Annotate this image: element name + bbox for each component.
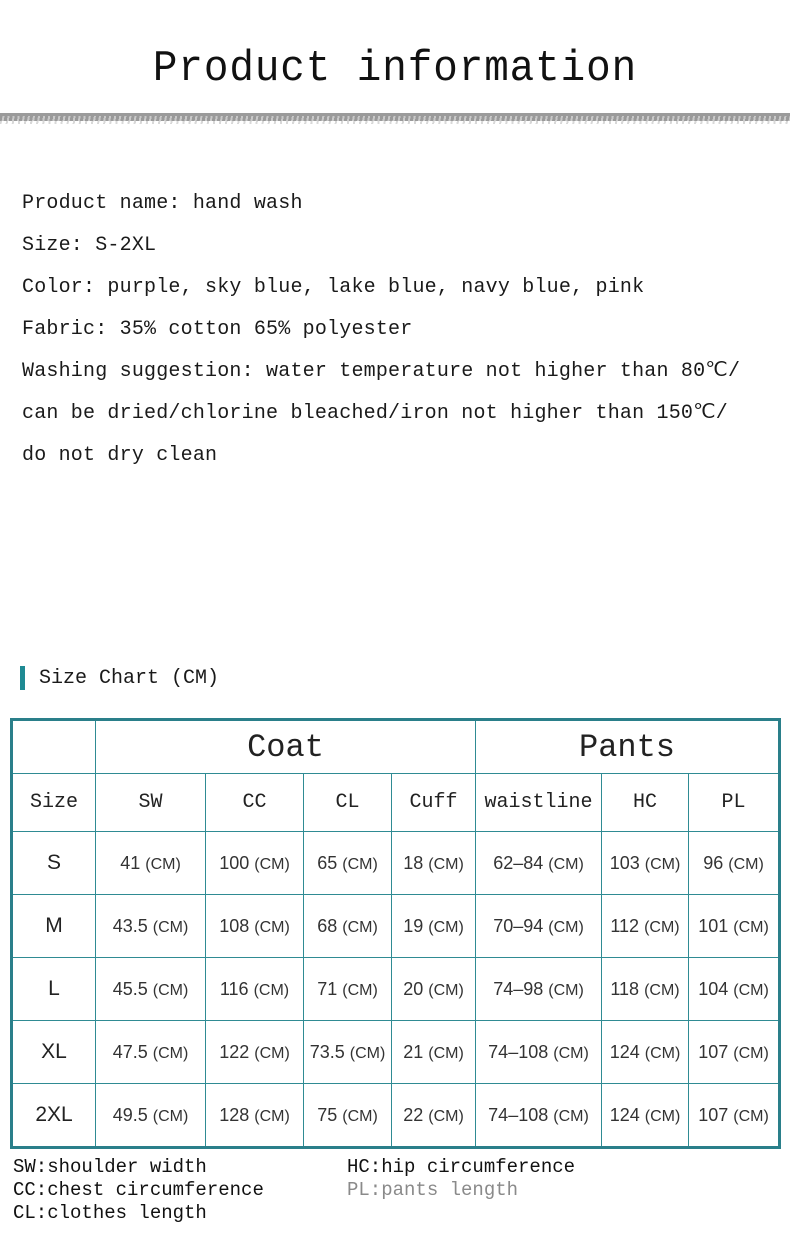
measurement-value: 100 [219,852,250,873]
measurement-value: 20 [403,978,424,999]
measurement-cell [392,832,476,895]
measurement-cell [304,832,392,895]
measurement-cell [96,832,206,895]
unit-label: (CM) [152,1107,189,1125]
table-row [12,1021,780,1084]
measurement-value: 124 [609,1104,640,1125]
accent-bar-icon [20,666,25,690]
measurement-value: 108 [219,915,250,936]
size-chart-label: Size Chart (CM) [39,666,220,690]
measurement-value: 103 [609,852,640,873]
measurement-value: 62–84 [493,852,544,873]
measurement-value: 49.5 [112,1104,148,1125]
measurement-cell [206,832,304,895]
measurement-cell [206,1021,304,1084]
unit-label: (CM) [342,855,378,873]
column-header-cuff: Cuff [392,774,476,832]
measurement-value: 21 [403,1041,424,1062]
measurement-value: 47.5 [112,1041,148,1062]
measurement-cell [304,958,392,1021]
legend-pl: PL:pants length [347,1179,519,1201]
measurement-cell [689,895,780,958]
size-cell: XL [12,1021,96,1084]
column-header-cc: CC [206,774,304,832]
measurement-value: 74–108 [488,1104,549,1125]
product-name-line: Product name: hand wash [22,192,303,215]
measurement-cell [476,958,602,1021]
measurement-value: 70–94 [493,915,544,936]
size-cell: S [12,832,96,895]
measurement-value: 45.5 [112,978,148,999]
size-cell: L [12,958,96,1021]
measurement-cell [602,832,689,895]
unit-label: (CM) [644,981,680,999]
table-row [12,895,780,958]
unit-label: (CM) [428,981,464,999]
measurement-cell [476,832,602,895]
legend-right [347,1156,575,1202]
unit-label: (CM) [644,1044,681,1062]
measurement-value: 122 [219,1041,250,1062]
measurement-cell [602,1021,689,1084]
unit-label: (CM) [254,855,290,873]
measurement-cell [689,958,780,1021]
unit-label: (CM) [428,918,464,936]
unit-label: (CM) [428,855,464,873]
unit-label: (CM) [733,1107,769,1125]
column-header-pl: PL [689,774,780,832]
unit-label: (CM) [152,981,189,999]
unit-label: (CM) [644,1107,681,1125]
group-header-pants: Pants [476,720,780,774]
unit-label: (CM) [644,855,681,873]
measurement-value: 43.5 [112,915,148,936]
table-row [12,832,780,895]
measurement-cell [304,1021,392,1084]
unit-label: (CM) [349,1044,386,1062]
measurement-cell [96,1021,206,1084]
unit-label: (CM) [342,981,378,999]
measurement-value: 107 [698,1041,729,1062]
column-header-sw: SW [96,774,206,832]
measurement-cell [304,895,392,958]
unit-label: (CM) [254,1044,290,1062]
size-line: Size: S-2XL [22,234,157,257]
size-rows [12,832,780,1148]
measurement-value: 74–108 [488,1041,549,1062]
measurement-value: 18 [403,852,424,873]
measurement-value: 128 [219,1104,250,1125]
unit-label: (CM) [342,918,378,936]
measurement-cell [476,1021,602,1084]
washing-line-1: Washing suggestion: water temperature not higher than 80℃/ [22,360,741,383]
measurement-cell [689,1084,780,1148]
measurement-value: 19 [403,915,424,936]
measurement-value: 22 [403,1104,424,1125]
unit-label: (CM) [254,1107,290,1125]
measurement-value: 116 [219,978,249,999]
table-row [12,1084,780,1148]
legend-cc: CC:chest circumference [13,1179,264,1201]
unit-label: (CM) [733,981,769,999]
size-cell: 2XL [12,1084,96,1148]
measurement-cell [392,895,476,958]
unit-label: (CM) [152,918,189,936]
unit-label: (CM) [253,981,290,999]
unit-label: (CM) [428,1107,464,1125]
measurement-cell [602,895,689,958]
measurement-value: 73.5 [309,1041,345,1062]
washing-line-3: do not dry clean [22,444,218,467]
unit-label: (CM) [548,918,584,936]
measurement-value: 107 [698,1104,729,1125]
unit-label: (CM) [644,918,680,936]
measurement-cell [602,958,689,1021]
measurement-value: 118 [610,978,640,999]
unit-label: (CM) [728,855,764,873]
page-title: Product information [152,44,638,94]
size-cell: M [12,895,96,958]
size-chart-heading [20,666,219,690]
unit-label: (CM) [254,918,290,936]
unit-label: (CM) [145,855,181,873]
measurement-cell [206,1084,304,1148]
legend-left [13,1156,264,1225]
measurement-cell [96,895,206,958]
unit-label: (CM) [553,1044,589,1062]
measurement-cell [96,958,206,1021]
unit-label: (CM) [152,1044,189,1062]
measurement-cell [392,958,476,1021]
measurement-cell [392,1084,476,1148]
column-header-row [12,774,780,832]
color-line: Color: purple, sky blue, lake blue, navy blue, pink [22,276,645,299]
measurement-cell [206,895,304,958]
measurement-value: 74–98 [493,978,544,999]
measurement-cell [476,1084,602,1148]
unit-label: (CM) [548,855,584,873]
measurement-cell [96,1084,206,1148]
measurement-cell [689,1021,780,1084]
measurement-cell [602,1084,689,1148]
product-info-list [22,190,740,484]
unit-label: (CM) [342,1107,378,1125]
empty-corner-cell [12,720,96,774]
legend-sw: SW:shoulder width [13,1156,207,1178]
fabric-line: Fabric: 35% cotton 65% polyester [22,318,413,341]
measurement-value: 75 [317,1104,338,1125]
measurement-value: 71 [317,978,338,999]
table-row [12,958,780,1021]
measurement-cell [206,958,304,1021]
column-header-waistline: waistline [476,774,602,832]
unit-label: (CM) [428,1044,464,1062]
measurement-value: 65 [317,852,338,873]
group-header-coat: Coat [96,720,476,774]
measurement-value: 101 [698,915,729,936]
measurement-cell [689,832,780,895]
legend-cl: CL:clothes length [13,1202,207,1224]
size-chart-table [10,718,781,1149]
measurement-cell [304,1084,392,1148]
measurement-value: 104 [698,978,729,999]
measurement-value: 112 [610,915,640,936]
unit-label: (CM) [548,981,584,999]
measurement-value: 96 [703,852,724,873]
unit-label: (CM) [553,1107,589,1125]
measurement-cell [392,1021,476,1084]
column-header-cl: CL [304,774,392,832]
column-header-size: Size [12,774,96,832]
measurement-value: 124 [609,1041,640,1062]
column-header-hc: HC [602,774,689,832]
decorative-divider [0,113,790,121]
measurement-cell [476,895,602,958]
measurement-value: 41 [120,852,141,873]
unit-label: (CM) [733,918,769,936]
legend-hc: HC:hip circumference [347,1156,576,1178]
unit-label: (CM) [733,1044,769,1062]
washing-line-2: can be dried/chlorine bleached/iron not higher than 150℃/ [22,402,728,425]
measurement-value: 68 [317,915,338,936]
group-header-row [12,720,780,774]
